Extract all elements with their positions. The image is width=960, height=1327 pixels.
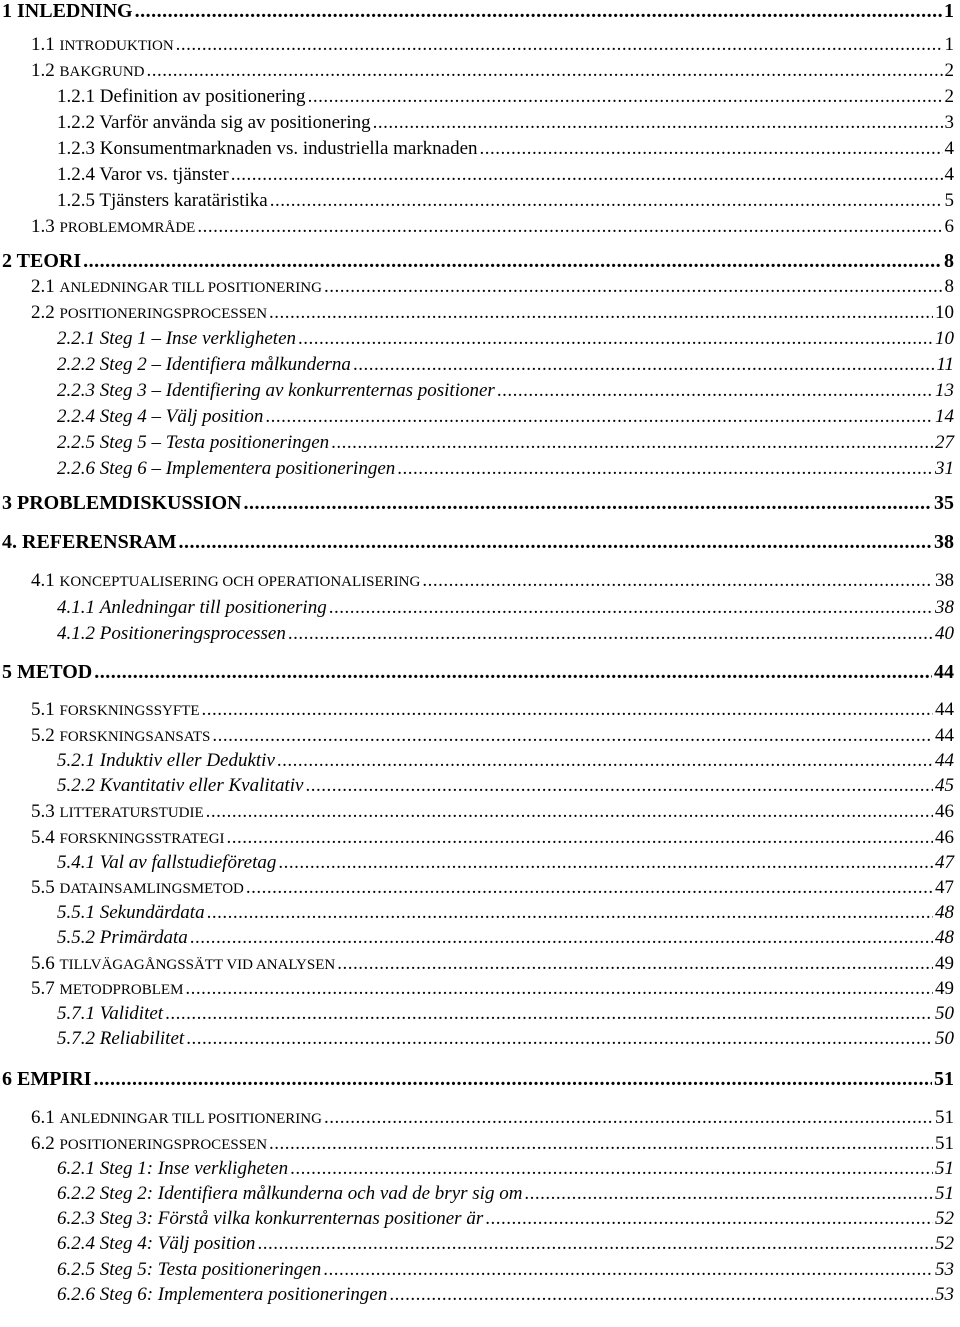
toc-entry[interactable] xyxy=(57,406,954,428)
toc-entry[interactable] xyxy=(31,302,954,324)
toc-entry-page-number: 5 xyxy=(944,190,954,211)
toc-entry-number: 4.1.1 xyxy=(57,597,95,618)
toc-entry-label xyxy=(31,801,204,823)
toc-entry-number: 5.4 xyxy=(31,827,55,848)
toc-entry-number: 6.1 xyxy=(31,1107,55,1128)
dot-leader xyxy=(244,492,933,515)
toc-entry-title: METODPROBLEM xyxy=(59,982,184,998)
toc-entry[interactable] xyxy=(57,902,954,924)
dot-leader xyxy=(207,902,933,924)
toc-entry[interactable] xyxy=(57,190,954,212)
toc-entry-label xyxy=(57,775,303,797)
toc-entry-label xyxy=(57,406,263,428)
toc-entry-page-number: 40 xyxy=(935,623,954,644)
toc-entry-title: Steg 6 – Implementera positioneringen xyxy=(99,458,396,479)
toc-entry[interactable] xyxy=(57,597,954,619)
dot-leader xyxy=(227,827,933,849)
toc-entry-title: REFERENSRAM xyxy=(22,531,177,553)
toc-entry-label xyxy=(57,1233,255,1255)
toc-entry[interactable] xyxy=(2,250,954,273)
toc-entry-label xyxy=(57,190,268,212)
toc-entry[interactable] xyxy=(57,1284,954,1306)
dot-leader xyxy=(422,570,933,592)
toc-entry-title: ANLEDNINGAR TILL POSITIONERING xyxy=(59,280,322,296)
toc-entry-page-number: 27 xyxy=(935,432,954,453)
toc-entry[interactable] xyxy=(31,699,954,721)
toc-entry-page-number: 46 xyxy=(935,827,954,848)
toc-entry-title: Konsumentmarknaden vs. industriella marknaden xyxy=(99,138,478,159)
toc-entry-number: 5.2.1 xyxy=(57,750,95,771)
dot-leader xyxy=(165,1003,933,1025)
toc-entry[interactable] xyxy=(57,458,954,480)
toc-entry-label xyxy=(31,60,145,82)
toc-entry-page-number: 52 xyxy=(935,1233,954,1254)
toc-entry-label xyxy=(57,138,478,160)
toc-entry-page-number: 49 xyxy=(935,953,954,974)
toc-entry-page-number: 44 xyxy=(935,699,954,720)
toc-entry-number: 1.2.3 xyxy=(57,138,95,159)
toc-entry-label xyxy=(2,1068,91,1091)
toc-entry-page-number: 49 xyxy=(935,978,954,999)
toc-entry-title: Steg 1: Inse verkligheten xyxy=(99,1158,289,1179)
toc-entry-number: 1 xyxy=(2,0,12,22)
toc-entry-title: TEORI xyxy=(16,250,82,272)
toc-entry-number: 6.2.1 xyxy=(57,1158,95,1179)
dot-leader xyxy=(269,1133,933,1155)
toc-entry-page-number: 1 xyxy=(944,0,954,22)
dot-leader xyxy=(186,1028,933,1050)
toc-entry-label xyxy=(57,1003,163,1025)
toc-entry-title: Steg 1 – Inse verkligheten xyxy=(99,328,297,349)
toc-entry-page-number: 52 xyxy=(935,1208,954,1229)
dot-leader xyxy=(324,276,943,298)
toc-entry[interactable] xyxy=(31,978,954,1000)
toc-entry[interactable] xyxy=(31,276,954,298)
toc-entry-label xyxy=(31,1133,267,1155)
toc-entry[interactable] xyxy=(57,1259,954,1281)
toc-entry-page-number: 51 xyxy=(935,1158,954,1179)
dot-leader xyxy=(246,877,933,899)
toc-entry-label xyxy=(31,570,420,592)
toc-entry-number: 1.2.4 xyxy=(57,164,95,185)
toc-entry-title: EMPIRI xyxy=(17,1068,92,1090)
toc-entry[interactable] xyxy=(31,877,954,899)
toc-entry-label xyxy=(31,302,267,324)
toc-entry-number: 2.2.3 xyxy=(57,380,95,401)
toc-entry-label xyxy=(31,1107,322,1129)
dot-leader xyxy=(324,1107,933,1129)
toc-entry-number: 2.2.4 xyxy=(57,406,95,427)
toc-entry-number: 5.7 xyxy=(31,978,55,999)
toc-entry[interactable] xyxy=(31,216,954,238)
toc-entry-number: 1.2.5 xyxy=(57,190,95,211)
toc-entry-label xyxy=(57,458,395,480)
dot-leader xyxy=(277,750,933,772)
toc-entry-number: 4.1 xyxy=(31,570,55,591)
toc-entry-label xyxy=(57,1284,387,1306)
toc-entry-title: Kvantitativ eller Kvalitativ xyxy=(99,775,304,796)
toc-entry-number: 6.2.3 xyxy=(57,1208,95,1229)
toc-entry-number: 5.7.2 xyxy=(57,1028,95,1049)
toc-entry[interactable] xyxy=(57,138,954,160)
toc-entry-page-number: 1 xyxy=(944,34,954,55)
toc-entry-page-number: 47 xyxy=(935,852,954,873)
toc-entry-title: Varför använda sig av positionering xyxy=(99,112,371,133)
toc-entry-title: PROBLEMDISKUSSION xyxy=(17,492,242,514)
toc-entry-page-number: 6 xyxy=(944,216,954,237)
dot-leader xyxy=(308,86,943,108)
dot-leader xyxy=(480,138,943,160)
toc-entry-title: Val av fallstudieföretag xyxy=(99,852,277,873)
dot-leader xyxy=(185,978,933,1000)
toc-entry-number: 1.1 xyxy=(31,34,55,55)
toc-entry-page-number: 53 xyxy=(935,1259,954,1280)
dot-leader xyxy=(290,1158,933,1180)
toc-entry-title: Steg 2 – Identifiera målkunderna xyxy=(99,354,351,375)
toc-entry-number: 2 xyxy=(2,250,12,272)
toc-entry[interactable] xyxy=(57,380,954,402)
dot-leader xyxy=(176,34,943,56)
toc-entry-page-number: 50 xyxy=(935,1003,954,1024)
toc-entry[interactable] xyxy=(57,1003,954,1025)
toc-entry[interactable] xyxy=(57,432,954,454)
toc-entry-number: 2.2 xyxy=(31,302,55,323)
toc-entry-page-number: 31 xyxy=(935,458,954,479)
dot-leader xyxy=(397,458,933,480)
dot-leader xyxy=(270,190,943,212)
dot-leader xyxy=(269,302,933,324)
toc-entry-label xyxy=(2,0,133,23)
toc-entry-number: 2.2.5 xyxy=(57,432,95,453)
toc-entry-number: 5.5 xyxy=(31,877,55,898)
toc-entry[interactable] xyxy=(57,1028,954,1050)
toc-entry-label xyxy=(57,86,306,108)
dot-leader xyxy=(135,0,942,23)
dot-leader xyxy=(265,406,933,428)
toc-entry-number: 6.2.2 xyxy=(57,1183,95,1204)
toc-entry-title: Tjänsters karatäristika xyxy=(99,190,268,211)
toc-entry-number: 2.2.1 xyxy=(57,328,95,349)
dot-leader xyxy=(331,432,933,454)
toc-entry-page-number: 10 xyxy=(935,302,954,323)
toc-entry[interactable] xyxy=(57,1208,954,1230)
toc-entry-number: 1.3 xyxy=(31,216,55,237)
toc-entry-label xyxy=(57,1028,184,1050)
toc-entry-title: LITTERATURSTUDIE xyxy=(59,805,204,821)
toc-entry[interactable] xyxy=(31,953,954,975)
toc-entry-title: Validitet xyxy=(99,1003,164,1024)
toc-entry-number: 6.2.6 xyxy=(57,1284,95,1305)
toc-entry-number: 6.2.4 xyxy=(57,1233,95,1254)
toc-entry-page-number: 50 xyxy=(935,1028,954,1049)
toc-entry-title: TILLVÄGAGÅNGSSÄTT VID ANALYSEN xyxy=(59,957,336,973)
toc-entry-number: 5.7.1 xyxy=(57,1003,95,1024)
toc-entry-page-number: 2 xyxy=(944,60,954,81)
dot-leader xyxy=(257,1233,933,1255)
toc-entry-title: Steg 6: Implementera positioneringen xyxy=(99,1284,388,1305)
toc-entry-label xyxy=(31,216,195,238)
toc-entry-title: Steg 2: Identifiera målkunderna och vad de bryr sig om xyxy=(99,1183,523,1204)
toc-entry-label xyxy=(57,1183,522,1205)
toc-entry[interactable] xyxy=(2,0,954,23)
dot-leader xyxy=(524,1183,933,1205)
toc-entry-label xyxy=(31,699,200,721)
toc-entry-title: INLEDNING xyxy=(17,0,133,22)
toc-entry-number: 2.2.6 xyxy=(57,458,95,479)
toc-entry-title: Varor vs. tjänster xyxy=(99,164,229,185)
toc-entry-title: Steg 5: Testa positioneringen xyxy=(99,1259,322,1280)
toc-entry-label xyxy=(31,953,335,975)
toc-entry[interactable] xyxy=(31,725,954,747)
toc-entry-label xyxy=(57,328,296,350)
toc-entry-title: ANLEDNINGAR TILL POSITIONERING xyxy=(59,1111,322,1127)
toc-entry-title: Steg 3: Förstå vilka konkurrenternas positioner är xyxy=(99,1208,484,1229)
toc-entry-title: Positioneringsprocessen xyxy=(99,623,286,644)
toc-entry-title: METOD xyxy=(17,661,93,683)
toc-entry[interactable] xyxy=(57,112,954,134)
toc-entry-label xyxy=(57,623,286,645)
toc-entry-label xyxy=(31,276,322,298)
toc-entry-label xyxy=(2,250,81,273)
dot-leader xyxy=(323,1259,933,1281)
toc-entry-title: Induktiv eller Deduktiv xyxy=(99,750,275,771)
toc-entry-page-number: 2 xyxy=(944,86,954,107)
toc-entry-number: 1.2.2 xyxy=(57,112,95,133)
toc-entry-number: 5.4.1 xyxy=(57,852,95,873)
toc-entry[interactable] xyxy=(57,1158,954,1180)
dot-leader xyxy=(83,250,942,273)
toc-entry-page-number: 8 xyxy=(944,276,954,297)
dot-leader xyxy=(206,801,933,823)
toc-entry-page-number: 38 xyxy=(934,531,954,553)
toc-entry-number: 1.2 xyxy=(31,60,55,81)
dot-leader xyxy=(329,597,933,619)
toc-entry[interactable] xyxy=(57,775,954,797)
toc-entry-title: Definition av positionering xyxy=(99,86,306,107)
toc-entry-label xyxy=(31,34,174,56)
toc-entry[interactable] xyxy=(2,1068,954,1091)
toc-entry-page-number: 51 xyxy=(934,1068,954,1090)
toc-entry-number: 4. xyxy=(2,531,17,553)
toc-entry-page-number: 44 xyxy=(935,750,954,771)
dot-leader xyxy=(497,380,933,402)
dot-leader xyxy=(389,1284,933,1306)
toc-entry-page-number: 51 xyxy=(935,1133,954,1154)
toc-entry[interactable] xyxy=(57,328,954,350)
toc-entry-number: 1.2.1 xyxy=(57,86,95,107)
toc-entry-page-number: 48 xyxy=(935,902,954,923)
toc-entry-title: PROBLEMOMRÅDE xyxy=(59,220,196,236)
toc-entry-label xyxy=(57,927,188,949)
toc-entry-page-number: 51 xyxy=(935,1107,954,1128)
dot-leader xyxy=(202,699,933,721)
dot-leader xyxy=(373,112,943,134)
toc-entry-page-number: 38 xyxy=(935,570,954,591)
toc-entry-label xyxy=(57,432,329,454)
toc-entry[interactable] xyxy=(31,1133,954,1155)
toc-entry-page-number: 53 xyxy=(935,1284,954,1305)
toc-entry-number: 5.1 xyxy=(31,699,55,720)
toc-entry-number: 6 xyxy=(2,1068,12,1090)
toc-entry-title: INTRODUKTION xyxy=(59,38,174,54)
toc-entry-label xyxy=(57,112,371,134)
toc-entry[interactable] xyxy=(31,34,954,56)
toc-entry-page-number: 46 xyxy=(935,801,954,822)
dot-leader xyxy=(190,927,933,949)
toc-entry-number: 5.2.2 xyxy=(57,775,95,796)
toc-entry-page-number: 8 xyxy=(944,250,954,272)
toc-entry-label xyxy=(57,354,351,376)
toc-entry-page-number: 4 xyxy=(944,164,954,185)
dot-leader xyxy=(94,661,932,684)
toc-entry[interactable] xyxy=(57,1183,954,1205)
toc-entry-page-number: 44 xyxy=(934,661,954,683)
toc-entry-page-number: 51 xyxy=(935,1183,954,1204)
dot-leader xyxy=(147,60,943,82)
toc-entry-label xyxy=(2,661,92,684)
toc-entry-page-number: 48 xyxy=(935,927,954,948)
toc-entry-number: 5.2 xyxy=(31,725,55,746)
toc-entry-label xyxy=(57,380,495,402)
toc-entry-page-number: 44 xyxy=(935,725,954,746)
toc-entry-number: 5 xyxy=(2,661,12,683)
dot-leader xyxy=(353,354,934,376)
toc-entry-label xyxy=(2,531,176,554)
toc-entry[interactable] xyxy=(57,927,954,949)
toc-entry-title: Steg 4: Välj position xyxy=(99,1233,256,1254)
toc-entry-page-number: 4 xyxy=(944,138,954,159)
dot-leader xyxy=(305,775,933,797)
dot-leader xyxy=(231,164,943,186)
toc-entry-title: Sekundärdata xyxy=(99,902,205,923)
toc-entry-title: Steg 4 – Välj position xyxy=(99,406,264,427)
toc-entry-label xyxy=(57,750,275,772)
toc-entry-title: KONCEPTUALISERING OCH OPERATIONALISERING xyxy=(59,574,421,590)
toc-entry-label xyxy=(2,492,242,515)
toc-entry[interactable] xyxy=(2,492,954,515)
toc-entry-title: DATAINSAMLINGSMETOD xyxy=(59,881,244,897)
toc-entry-number: 4.1.2 xyxy=(57,623,95,644)
toc-entry-title: Primärdata xyxy=(99,927,188,948)
dot-leader xyxy=(197,216,942,238)
toc-entry-number: 5.3 xyxy=(31,801,55,822)
toc-entry-label xyxy=(31,978,183,1000)
toc-entry-page-number: 45 xyxy=(935,775,954,796)
toc-entry-label xyxy=(57,1208,483,1230)
toc-entry-label xyxy=(57,1259,321,1281)
dot-leader xyxy=(212,725,933,747)
toc-entry-number: 5.5.1 xyxy=(57,902,95,923)
toc-entry-label xyxy=(57,597,327,619)
toc-entry-label xyxy=(31,827,225,849)
toc-entry-page-number: 11 xyxy=(936,354,954,375)
dot-leader xyxy=(93,1068,932,1091)
toc-entry-title: Reliabilitet xyxy=(99,1028,185,1049)
toc-entry[interactable] xyxy=(57,750,954,772)
toc-entry[interactable] xyxy=(57,354,954,376)
toc-entry[interactable] xyxy=(2,661,954,684)
toc-entry[interactable] xyxy=(57,86,954,108)
toc-entry[interactable] xyxy=(57,623,954,645)
toc-entry[interactable] xyxy=(57,1233,954,1255)
toc-entry-title: FORSKNINGSSTRATEGI xyxy=(59,831,225,847)
toc-entry-title: BAKGRUND xyxy=(59,64,145,80)
toc-entry-title: FORSKNINGSSYFTE xyxy=(59,703,200,719)
toc-entry-number: 2.2.2 xyxy=(57,354,95,375)
toc-entry-number: 5.6 xyxy=(31,953,55,974)
toc-entry[interactable] xyxy=(57,852,954,874)
toc-entry[interactable] xyxy=(2,531,954,554)
toc-entry-label xyxy=(57,1158,288,1180)
toc-entry-page-number: 38 xyxy=(935,597,954,618)
toc-entry-label xyxy=(57,164,229,186)
toc-entry-page-number: 10 xyxy=(935,328,954,349)
toc-entry[interactable] xyxy=(31,1107,954,1129)
toc-entry-title: Steg 3 – Identifiering av konkurrenternas positioner xyxy=(99,380,495,401)
toc-entry[interactable] xyxy=(31,60,954,82)
toc-entry[interactable] xyxy=(31,570,954,592)
toc-entry-number: 5.5.2 xyxy=(57,927,95,948)
toc-entry-number: 6.2.5 xyxy=(57,1259,95,1280)
toc-entry-label xyxy=(31,725,210,747)
toc-entry[interactable] xyxy=(31,801,954,823)
toc-entry-page-number: 13 xyxy=(935,380,954,401)
toc-entry-page-number: 35 xyxy=(934,492,954,514)
toc-entry-number: 2.1 xyxy=(31,276,55,297)
dot-leader xyxy=(298,328,933,350)
dot-leader xyxy=(278,852,933,874)
toc-entry[interactable] xyxy=(57,164,954,186)
toc-entry-number: 6.2 xyxy=(31,1133,55,1154)
dot-leader xyxy=(485,1208,933,1230)
toc-entry[interactable] xyxy=(31,827,954,849)
toc-entry-page-number: 47 xyxy=(935,877,954,898)
dot-leader xyxy=(288,623,933,645)
toc-entry-title: Steg 5 – Testa positioneringen xyxy=(99,432,330,453)
toc-entry-title: Anledningar till positionering xyxy=(99,597,327,618)
toc-entry-title: POSITIONERINGSPROCESSEN xyxy=(59,1137,268,1153)
toc-entry-page-number: 14 xyxy=(935,406,954,427)
toc-entry-label xyxy=(57,902,205,924)
toc-entry-title: FORSKNINGSANSATS xyxy=(59,729,211,745)
toc-entry-title: POSITIONERINGSPROCESSEN xyxy=(59,306,268,322)
toc-entry-label xyxy=(31,877,244,899)
toc-entry-number: 3 xyxy=(2,492,12,514)
toc-entry-page-number: 3 xyxy=(944,112,954,133)
dot-leader xyxy=(178,531,932,554)
toc-entry-label xyxy=(57,852,276,874)
dot-leader xyxy=(337,953,933,975)
